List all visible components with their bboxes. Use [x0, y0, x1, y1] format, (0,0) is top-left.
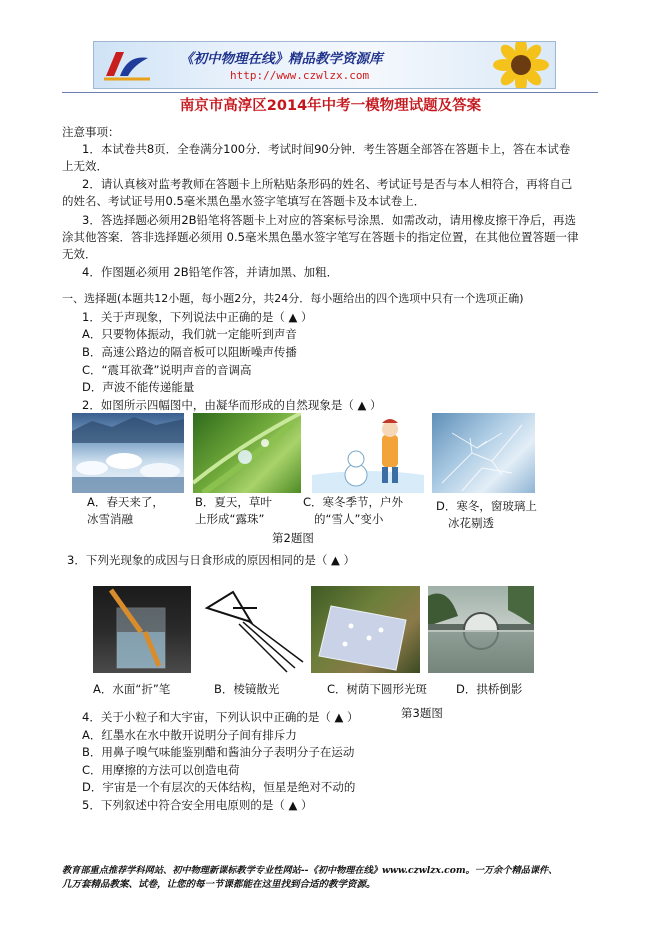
q2-caption-b: B．夏天，草叶 [195, 495, 272, 509]
q2-caption-b-2: 上形成“露珠” [195, 512, 265, 526]
q1-stem: 1．关于声现象，下列说法中正确的是（ ▲ ） [82, 310, 313, 324]
q3-caption-a: A．水面“折”笔 [93, 682, 171, 696]
q4-option-a: A．红墨水在水中散开说明分子间有排斥力 [82, 728, 297, 742]
q2-caption-d-2: 冰花剔透 [448, 516, 494, 530]
q2-stem: 2．如图所示四幅图中，由凝华而形成的自然现象是（ ▲ ） [82, 398, 382, 412]
q1-option-b: B．高速公路边的隔音板可以阻断噪声传播 [82, 345, 297, 359]
q2-image-a-melting-snow [72, 413, 184, 493]
q1-option-a: A．只要物体振动，我们就一定能听到声音 [82, 327, 297, 341]
notes-line: 1．本试卷共8页．全卷满分100分．考试时间90分钟．考生答题全部答在答题卡上，答在本试卷 [82, 142, 571, 156]
notes-line: 3．答选择题必须用2B铅笔将答题卡上对应的答案标号涂黑．如需改动，请用橡皮擦干净后，再选 [82, 213, 577, 227]
q3-caption-d: D．拱桥倒影 [456, 682, 523, 696]
q2-image-d-frost [432, 413, 535, 493]
q3-image-b-prism [203, 586, 307, 673]
q3-image-c-light-spots [311, 586, 420, 673]
q2-image-c-snowman [312, 413, 424, 493]
q4-option-b: B．用鼻子嗅气味能鉴别醋和酱油分子表明分子在运动 [82, 745, 355, 759]
q2-image-b-dew [193, 413, 301, 493]
banner-logo-icon [100, 46, 156, 84]
notes-line: 无效． [62, 247, 97, 261]
q2-caption-a-2: 冰雪消融 [87, 512, 133, 526]
q3-stem: 3．下列光现象的成因与日食形成的原因相同的是（ ▲ ） [67, 553, 355, 567]
q5-stem: 5．下列叙述中符合安全用电原则的是（ ▲ ） [82, 798, 313, 812]
footer-line: 几万套精品教案、试卷，让您的每一节课都能在这里找到合适的教学资源。 [62, 879, 376, 890]
header-rule [62, 92, 598, 93]
q3-caption-b: B．棱镜散光 [214, 682, 280, 696]
section-heading: 一、选择题(本题共12小题，每小题2分，共24分．每小题给出的四个选项中只有一个选项正确) [62, 292, 524, 305]
q1-option-c: C．“震耳欲聋”说明声音的音调高 [82, 363, 252, 377]
q2-caption-c-2: 的“雪人”变小 [314, 512, 384, 526]
notes-line: 2．请认真核对监考教师在答题卡上所粘贴条形码的姓名、考试证号是否与本人相符合，再将自己 [82, 177, 573, 191]
notes-line: 涂其他答案．答非选择题必须用 0.5毫米黑色墨水签字笔写在答题卡的指定位置，在其他位置答题一律 [62, 230, 579, 244]
q3-caption-c: C．树荫下圆形光斑 [327, 682, 428, 696]
q4-stem: 4．关于小粒子和大宇宙，下列认识中正确的是（ ▲ ） [82, 710, 359, 724]
q3-figure-label: 第3题图 [401, 706, 443, 720]
q3-image-a-bent-pencil [93, 586, 191, 673]
notes-heading: 注意事项： [62, 125, 120, 139]
notes-line: 的姓名、考试证号用0.5毫米黑色墨水签字笔填写在答题卡及本试卷上． [62, 194, 426, 208]
sunflower-icon [486, 41, 556, 89]
q3-image-d-arch-bridge [428, 586, 534, 673]
header-banner [93, 41, 556, 89]
banner-url: http://www.czwlzx.com [230, 69, 370, 82]
banner-title: 《初中物理在线》精品教学资源库 [180, 51, 383, 67]
q2-caption-d: D．寒冬，窗玻璃上 [436, 499, 537, 513]
notes-line: 4．作图题必须用 2B铅笔作答，并请加黑、加粗． [82, 265, 339, 279]
q4-option-d: D．宇宙是一个有层次的天体结构，恒星是绝对不动的 [82, 780, 356, 794]
q2-caption-a: A．春天来了， [87, 495, 164, 509]
q2-figure-label: 第2题图 [272, 531, 314, 545]
q4-option-c: C．用摩擦的方法可以创造电荷 [82, 763, 240, 777]
document-title: 南京市高淳区2014年中考一模物理试题及答案 [179, 98, 482, 114]
footer-line: 教育部重点推荐学科网站、初中物理新课标教学专业性网站--《初中物理在线》www.czwlzx.com。一万余个精品课件、 [62, 865, 558, 876]
notes-line: 上无效． [62, 159, 108, 173]
q1-option-d: D．声波不能传递能量 [82, 380, 195, 394]
q2-caption-c: C．寒冬季节，户外 [303, 495, 404, 509]
